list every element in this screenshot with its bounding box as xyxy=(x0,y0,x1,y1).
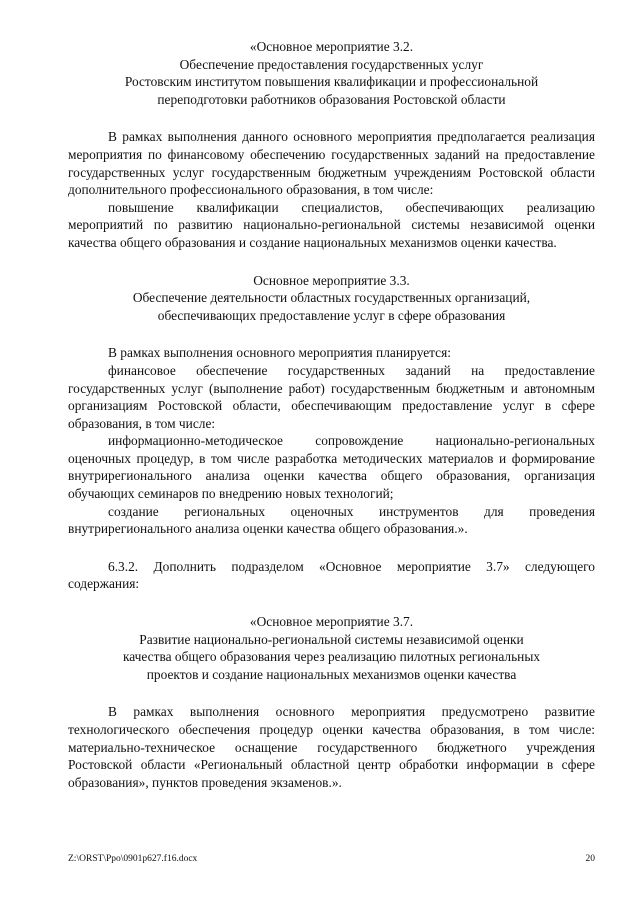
page-number: 20 xyxy=(585,854,595,864)
section-3-3-heading xyxy=(68,272,595,325)
section-3-7-heading xyxy=(68,613,595,683)
file-path: Z:\ORST\Ppo\0901p627.f16.docx xyxy=(68,854,198,864)
amendment-paragraph: 6.3.2. Дополнить подразделом «Основное мероприятие 3.7» следующего содержания: xyxy=(68,558,595,592)
heading-line: «Основное мероприятие 3.2. xyxy=(249,39,414,54)
heading-line: «Основное мероприятие 3.7. xyxy=(249,614,414,630)
paragraph: В рамках выполнения основного мероприятия планируется: xyxy=(108,345,451,361)
heading-line: обеспечивающих предоставление услуг в сфере образования xyxy=(157,307,506,323)
heading-line: Обеспечение деятельности областных государственных организаций, xyxy=(132,290,531,306)
document-body xyxy=(68,38,595,791)
section-3-2-heading xyxy=(68,38,595,108)
paragraph: В рамках выполнения данного основного мероприятия предполагается реализация мероприятия по финансовому обеспечению государственных заданий на предоставление государственных услуг государственным бюджетным учреждениям Ростовской области дополнительного профессионального образования, в том числе: xyxy=(68,129,595,198)
heading-line: Обеспечение предоставления государственных услуг xyxy=(179,56,484,72)
heading-line: проектов и создание национальных механизмов оценки качества xyxy=(146,666,517,682)
paragraph: В рамках выполнения основного мероприятия предусмотрено развитие технологического обеспечения процедур оценки качества образования, в том числе: материально-техническое оснащение государственного бюджетного учреждения Ростовской области «Региональный областной центр обработки информации в сфере образования», пунктов проведения экзаменов.». xyxy=(68,704,595,790)
paragraph: информационно-методическое сопровождение национально-региональных оценочных процедур, в том числе разработка методических материалов и формирование внутрирегионального анализа оценки качества общего образования, организация обучающих семинаров по внедрению новых технологий; xyxy=(68,433,595,502)
paragraph: финансовое обеспечение государственных заданий на предоставление государственных услуг (выполнение работ) государственным бюджетным и автономным организациям Ростовской области, обеспечивающим предоставление услуг в сфере образования, в том числе: xyxy=(68,362,595,431)
paragraph: повышение квалификации специалистов, обеспечивающих реализацию мероприятий по развитию национально-региональной системы независимой оценки качества общего образования и создание национальных механизмов оценки качества. xyxy=(68,199,595,250)
page-footer xyxy=(68,853,595,865)
paragraph: создание региональных оценочных инструментов для проведения внутрирегионального анализа оценки качества общего образования.». xyxy=(68,503,595,537)
heading-line: качества общего образования через реализацию пилотных региональных xyxy=(122,649,541,665)
heading-line: Основное мероприятие 3.3. xyxy=(253,272,410,288)
heading-line: переподготовки работников образования Ростовской области xyxy=(157,91,506,107)
heading-line: Ростовским институтом повышения квалификации и профессиональной xyxy=(124,74,539,90)
heading-line: Развитие национально-региональной системы независимой оценки xyxy=(139,631,524,647)
